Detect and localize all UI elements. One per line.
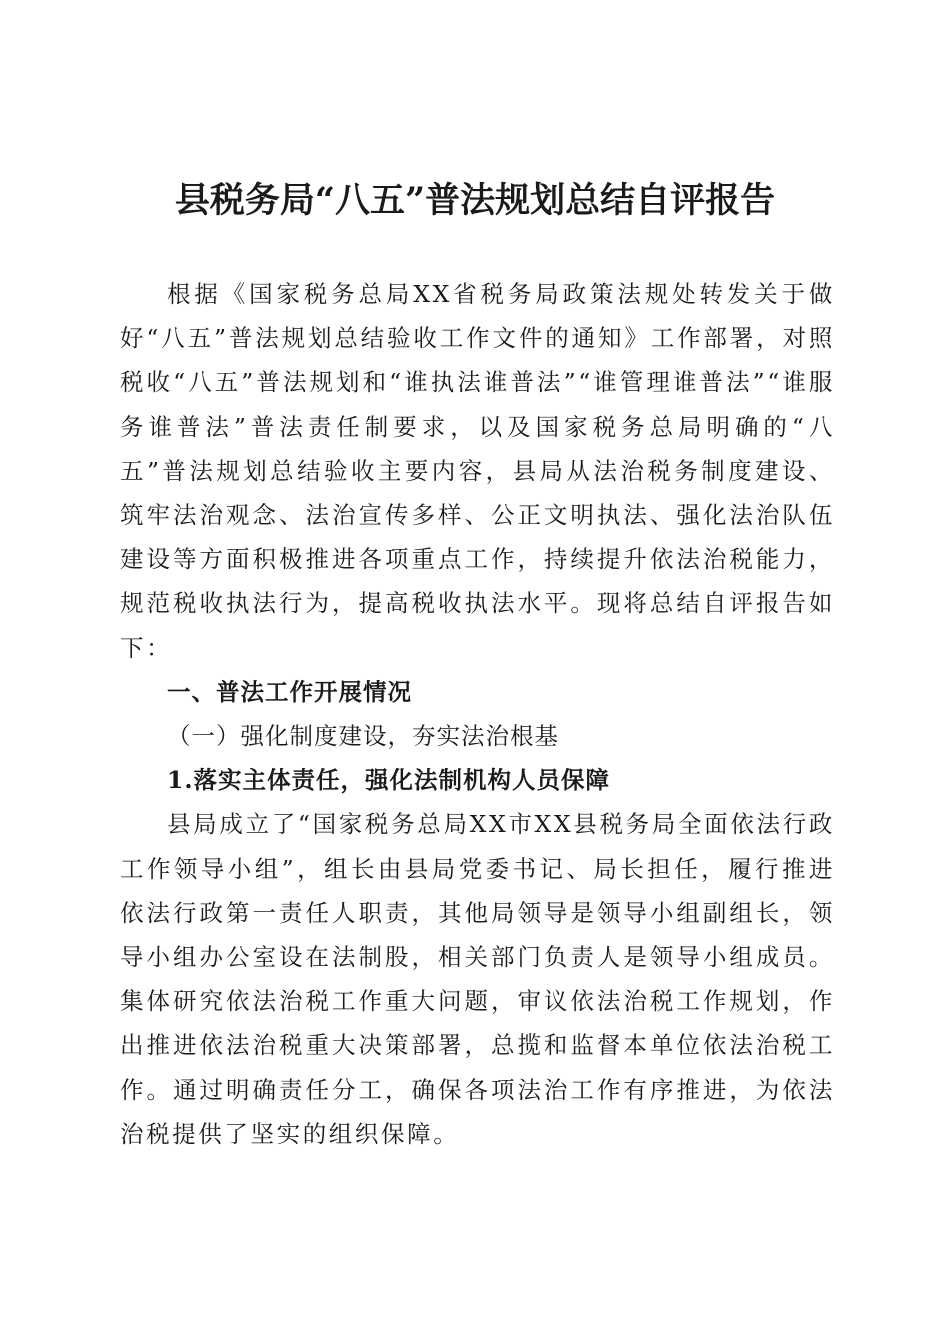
intro-paragraph: 根据《国家税务总局XX省税务局政策法规处转发关于做好“八五”普法规划总结验收工作文件的通知》工作部署，对照税收“八五”普法规划和“谁执法谁普法”“谁管理谁普法”“谁服务谁普法”普法责任制要求，以及国家税务总局明确的“八五”普法规划总结验收主要内容，县局从法治税务制度建设、筑牢法治观念、法治宣传多样、公正文明执法、强化法治队伍建设等方面积极推进各项重点工作，持续提升依法治税能力，规范税收执法行为，提高税收执法水平。现将总结自评报告如下： [120, 280, 835, 662]
document-title: 县税务局“八五”普法规划总结自评报告 [174, 180, 776, 221]
section-heading: 一、普法工作开展情况 [167, 677, 412, 706]
item-paragraph: 县局成立了“国家税务总局XX市XX县税务局全面依法行政工作领导小组”，组长由县局党委书记、局长担任，履行推进依法行政第一责任人职责，其他局领导是领导小组副组长，领导小组办公室设在法制股，相关部门负责人是领导小组成员。集体研究依法治税工作重大问题，审议依法治税工作规划，作出推进依法治税重大决策部署，总揽和监督本单位依法治税工作。通过明确责任分工，确保各项法治工作有序推进，为依法治税提供了坚实的组织保障。 [120, 810, 835, 1148]
item-heading: 1.落实主体责任，强化法制机构人员保障 [167, 766, 611, 795]
document-body [120, 272, 835, 1156]
subsection-heading: （一）强化制度建设，夯实法治根基 [167, 722, 559, 751]
